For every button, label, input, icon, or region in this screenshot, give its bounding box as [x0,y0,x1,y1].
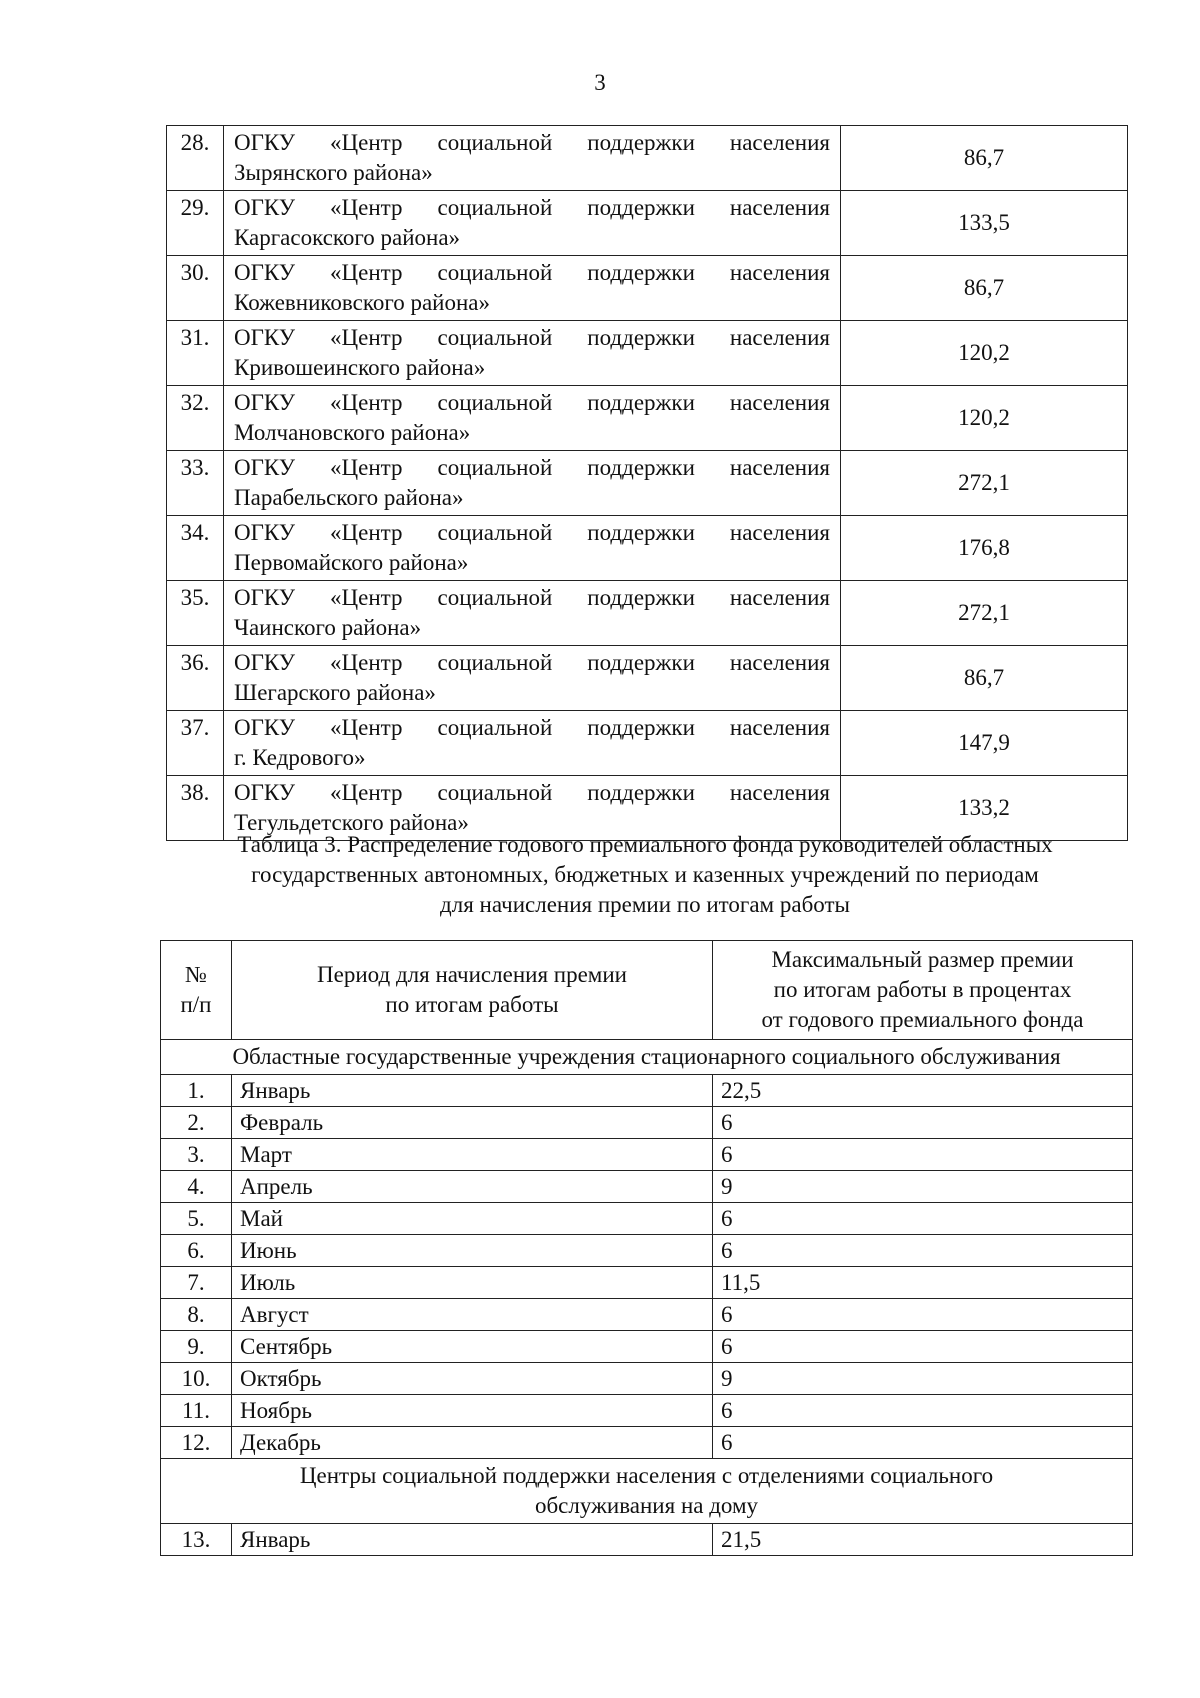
max-percent: 6 [713,1139,1133,1171]
institution-name-line-1: ОГКУ «Центр социальной поддержки населения [234,325,830,350]
amount-value: 86,7 [841,646,1128,711]
table-row [161,1139,1133,1171]
amount-value: 120,2 [841,386,1128,451]
period-name: Январь [232,1524,713,1556]
table-row [161,1267,1133,1299]
header-period-line-1: Период для начисления премии [317,962,627,987]
table-row [167,256,1128,321]
row-number: 10. [161,1363,232,1395]
max-percent: 6 [713,1203,1133,1235]
row-number: 37. [167,711,224,776]
max-percent: 11,5 [713,1267,1133,1299]
institution-name-line-1: ОГКУ «Центр социальной поддержки населения [234,390,830,415]
period-name: Февраль [232,1107,713,1139]
header-num-line-1: № [185,962,207,987]
page-number: 3 [594,70,606,95]
amount-value: 120,2 [841,321,1128,386]
institution-name [224,516,841,581]
row-number: 3. [161,1139,232,1171]
max-percent: 9 [713,1363,1133,1395]
institution-name-line-2: Парабельского района» [234,485,464,510]
group-title-line-1: Центры социальной поддержки населения с отделениями социального [299,1463,994,1488]
institution-name-line-1: ОГКУ «Центр социальной поддержки населения [234,130,830,155]
row-number: 29. [167,191,224,256]
institution-name-line-2: Первомайского района» [234,550,469,575]
table-row [167,321,1128,386]
row-number: 30. [167,256,224,321]
period-name: Апрель [232,1171,713,1203]
row-number: 32. [167,386,224,451]
institution-name [224,646,841,711]
amount-value: 86,7 [841,256,1128,321]
max-percent: 6 [713,1427,1133,1459]
table-row [161,1299,1133,1331]
institution-name-line-2: г. Кедрового» [234,745,366,770]
amount-value: 272,1 [841,451,1128,516]
amount-value: 133,5 [841,191,1128,256]
table-row [167,516,1128,581]
institution-name [224,451,841,516]
table-row [161,1235,1133,1267]
institution-name-line-2: Шегарского района» [234,680,436,705]
group-title-home-service [161,1459,1133,1524]
table-3-caption [160,830,1130,920]
table-row [167,646,1128,711]
period-name: Июнь [232,1235,713,1267]
row-number: 34. [167,516,224,581]
row-number: 2. [161,1107,232,1139]
row-number: 11. [161,1395,232,1427]
row-number: 31. [167,321,224,386]
row-number: 35. [167,581,224,646]
period-name: Октябрь [232,1363,713,1395]
institution-name-line-2: Чаинского района» [234,615,422,640]
amount-value: 272,1 [841,581,1128,646]
header-period-line-2: по итогам работы [385,992,559,1017]
table-row [161,1075,1133,1107]
table-row [161,1524,1133,1556]
max-percent: 21,5 [713,1524,1133,1556]
caption-line-1: Таблица 3. Распределение годового премиального фонда руководителей областных [237,832,1053,857]
institution-name-line-2: Молчановского района» [234,420,471,445]
institution-name-line-2: Каргасокского района» [234,225,461,250]
group-title-stationary: Областные государственные учреждения стационарного социального обслуживания [161,1040,1133,1075]
period-name: Июль [232,1267,713,1299]
amount-value: 147,9 [841,711,1128,776]
header-num-cell [161,941,232,1040]
table-row [167,711,1128,776]
max-percent: 22,5 [713,1075,1133,1107]
institution-name [224,191,841,256]
row-number: 13. [161,1524,232,1556]
row-number: 4. [161,1171,232,1203]
max-percent: 6 [713,1331,1133,1363]
period-name: Ноябрь [232,1395,713,1427]
period-name: Сентябрь [232,1331,713,1363]
row-number: 6. [161,1235,232,1267]
institution-name-line-1: ОГКУ «Центр социальной поддержки населения [234,715,830,740]
row-number: 5. [161,1203,232,1235]
institution-name-line-1: ОГКУ «Центр социальной поддержки населения [234,780,830,805]
institution-name-line-1: ОГКУ «Центр социальной поддержки населения [234,650,830,675]
header-max-line-2: по итогам работы в процентах [773,977,1072,1002]
row-number: 38. [167,776,224,841]
institution-name-line-2: Зырянского района» [234,160,433,185]
institution-name [224,321,841,386]
row-number: 7. [161,1267,232,1299]
header-period-cell [232,941,713,1040]
header-max-line-1: Максимальный размер премии [771,947,1074,972]
row-number: 33. [167,451,224,516]
max-percent: 6 [713,1299,1133,1331]
table-row [167,451,1128,516]
row-number: 9. [161,1331,232,1363]
table-row [167,191,1128,256]
max-percent: 6 [713,1395,1133,1427]
caption-line-3: для начисления премии по итогам работы [440,892,850,917]
table-row [161,1363,1133,1395]
max-percent: 6 [713,1235,1133,1267]
bonus-distribution-table [160,940,1133,1556]
amount-value: 86,7 [841,126,1128,191]
group-title-line-2: обслуживания на дому [534,1493,759,1518]
institution-name-line-1: ОГКУ «Центр социальной поддержки населения [234,260,830,285]
table-row [167,126,1128,191]
header-max-cell [713,941,1133,1040]
amount-value: 133,2 [841,776,1128,841]
period-name: Март [232,1139,713,1171]
period-name: Август [232,1299,713,1331]
group-row-stationary [161,1040,1133,1075]
institution-name-line-2: Кривошеинского района» [234,355,486,380]
table-row [161,1427,1133,1459]
row-number: 8. [161,1299,232,1331]
institution-name-line-2: Кожевниковского района» [234,290,490,315]
institution-name-line-1: ОГКУ «Центр социальной поддержки населения [234,195,830,220]
max-percent: 9 [713,1171,1133,1203]
institution-name-line-2: Тегульдетского района» [234,810,469,835]
institution-name [224,711,841,776]
table-row [161,1107,1133,1139]
table-row [161,1171,1133,1203]
institution-name [224,386,841,451]
table-row [167,386,1128,451]
table-row [161,1395,1133,1427]
period-name: Декабрь [232,1427,713,1459]
max-percent: 6 [713,1107,1133,1139]
institutions-table [166,125,1128,841]
table-row [161,1203,1133,1235]
table-row [161,1331,1133,1363]
caption-line-2: государственных автономных, бюджетных и казенных учреждений по периодам [251,862,1039,887]
group-row-home-service [161,1459,1133,1524]
period-name: Январь [232,1075,713,1107]
table-header-row [161,941,1133,1040]
institution-name-line-1: ОГКУ «Центр социальной поддержки населения [234,585,830,610]
institution-name-line-1: ОГКУ «Центр социальной поддержки населения [234,455,830,480]
table-row [167,581,1128,646]
period-name: Май [232,1203,713,1235]
header-max-line-3: от годового премиального фонда [761,1007,1084,1032]
institution-name [224,581,841,646]
amount-value: 176,8 [841,516,1128,581]
row-number: 12. [161,1427,232,1459]
institution-name-line-1: ОГКУ «Центр социальной поддержки населения [234,520,830,545]
row-number: 28. [167,126,224,191]
row-number: 36. [167,646,224,711]
row-number: 1. [161,1075,232,1107]
institution-name [224,256,841,321]
header-num-line-2: п/п [180,992,212,1017]
institution-name [224,126,841,191]
